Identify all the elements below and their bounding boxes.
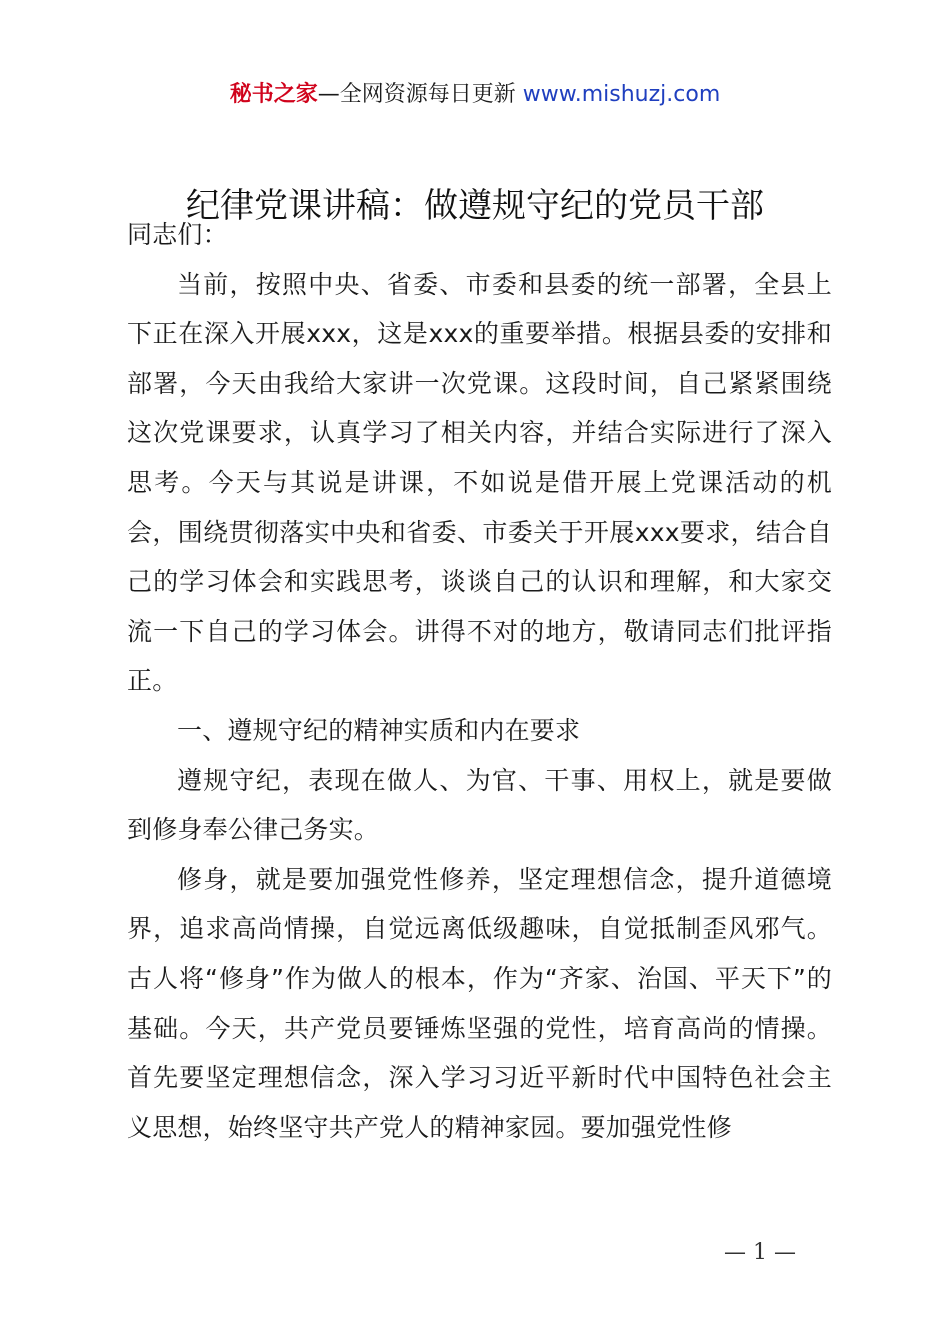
section-heading: 一、遵规守纪的精神实质和内在要求 (177, 715, 581, 745)
paragraph-intro: 当前，按照中央、省委、市委和县委的统一部署，全县上下正在深入开展xxx，这是xxx的重要举措。根据县委的安排和部署，今天由我给大家讲一次党课。这段时间，自己紧紧围绕这次党课要求，认真学习了相关内容，并结合实际进行了深入思考。今天与其说是讲课，不如说是借开展上党课活动的机会，围绕贯彻落实中央和省委、市委关于开展xxx要求，结合自己的学习体会和实践思考，谈谈自己的认识和理解，和大家交流一下自己的学习体会。讲得不对的地方，敬请同志们批评指正。 (127, 269, 832, 696)
site-tagline: —全网资源每日更新 (317, 82, 523, 107)
page-number: — 1 — (724, 1240, 796, 1265)
site-header (0, 80, 950, 110)
site-url-link[interactable]: www.mishuzj.com (522, 82, 721, 107)
paragraph-discipline: 遵规守纪，表现在做人、为官、干事、用权上，就是要做到修身奉公律己务实。 (127, 765, 832, 845)
site-brand: 秘书之家 (229, 82, 318, 107)
salutation: 同志们： (127, 220, 228, 249)
paragraph-self-cultivation: 修身，就是要加强党性修养，坚定理想信念，提升道德境界，追求高尚情操，自觉远离低级趣味，自觉抵制歪风邪气。古人将“修身”作为做人的根本，作为“齐家、治国、平天下”的基础。今天，共产党员要锤炼坚强的党性，培育高尚的情操。首先要坚定理想信念，深入学习习近平新时代中国特色社会主义思想，始终坚守共产党人的精神家园。要加强党性修 (127, 864, 832, 1142)
document-title: 纪律党课讲稿：做遵规守纪的党员干部 (186, 186, 764, 226)
document-body (127, 210, 832, 1152)
